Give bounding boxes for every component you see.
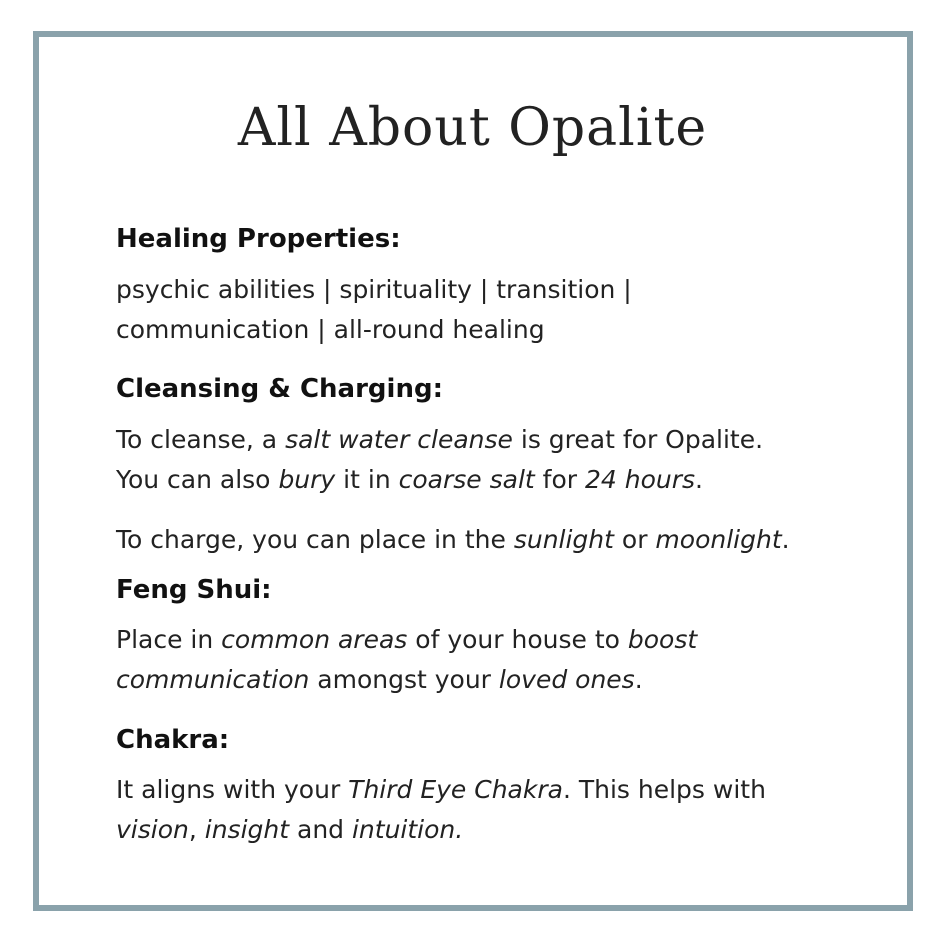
vision-emphasis: vision — [116, 815, 189, 844]
chakra-line-2: vision, insight and intuition. — [116, 815, 464, 844]
common-areas-emphasis: common areas — [221, 625, 408, 654]
insight-emphasis: insight — [204, 815, 290, 844]
feng-shui-line-1: Place in common areas of your house to boost — [116, 625, 698, 654]
feng-shui-line-2: communication amongst your loved ones. — [116, 665, 643, 694]
salt-water-cleanse-emphasis: salt water cleanse — [285, 425, 513, 454]
third-eye-chakra-emphasis: Third Eye Chakra — [348, 775, 563, 804]
charging-text — [116, 520, 790, 560]
healing-properties-text — [116, 270, 632, 350]
cleansing-text — [116, 420, 763, 500]
feng-shui-heading: Feng Shui: — [116, 575, 272, 605]
sunlight-emphasis: sunlight — [513, 525, 614, 554]
chakra-line-1: It aligns with your Third Eye Chakra. This helps with — [116, 775, 766, 804]
chakra-text — [116, 770, 766, 850]
healing-properties-line-2: communication | all-round healing — [116, 315, 545, 344]
loved-ones-emphasis: loved ones — [498, 665, 635, 694]
feng-shui-text — [116, 620, 697, 700]
bury-emphasis: bury — [278, 465, 336, 494]
boost-emphasis: boost — [627, 625, 698, 654]
moonlight-emphasis: moonlight — [655, 525, 782, 554]
duration-emphasis: 24 hours — [585, 465, 696, 494]
page-title: All About Opalite — [237, 98, 708, 158]
cleansing-line-2: You can also bury it in coarse salt for 24 hours. — [116, 465, 703, 494]
cleansing-charging-heading: Cleansing & Charging: — [116, 374, 443, 404]
healing-properties-heading: Healing Properties: — [116, 224, 401, 254]
cleansing-line-1: To cleanse, a salt water cleanse is great for Opalite. — [116, 425, 764, 454]
chakra-heading: Chakra: — [116, 725, 230, 755]
charging-line: To charge, you can place in the sunlight or moonlight. — [116, 525, 790, 554]
healing-properties-line-1: psychic abilities | spirituality | transition | — [116, 275, 632, 304]
communication-emphasis: communication — [116, 665, 310, 694]
intuition-emphasis: intuition. — [351, 815, 464, 844]
coarse-salt-emphasis: coarse salt — [398, 465, 535, 494]
